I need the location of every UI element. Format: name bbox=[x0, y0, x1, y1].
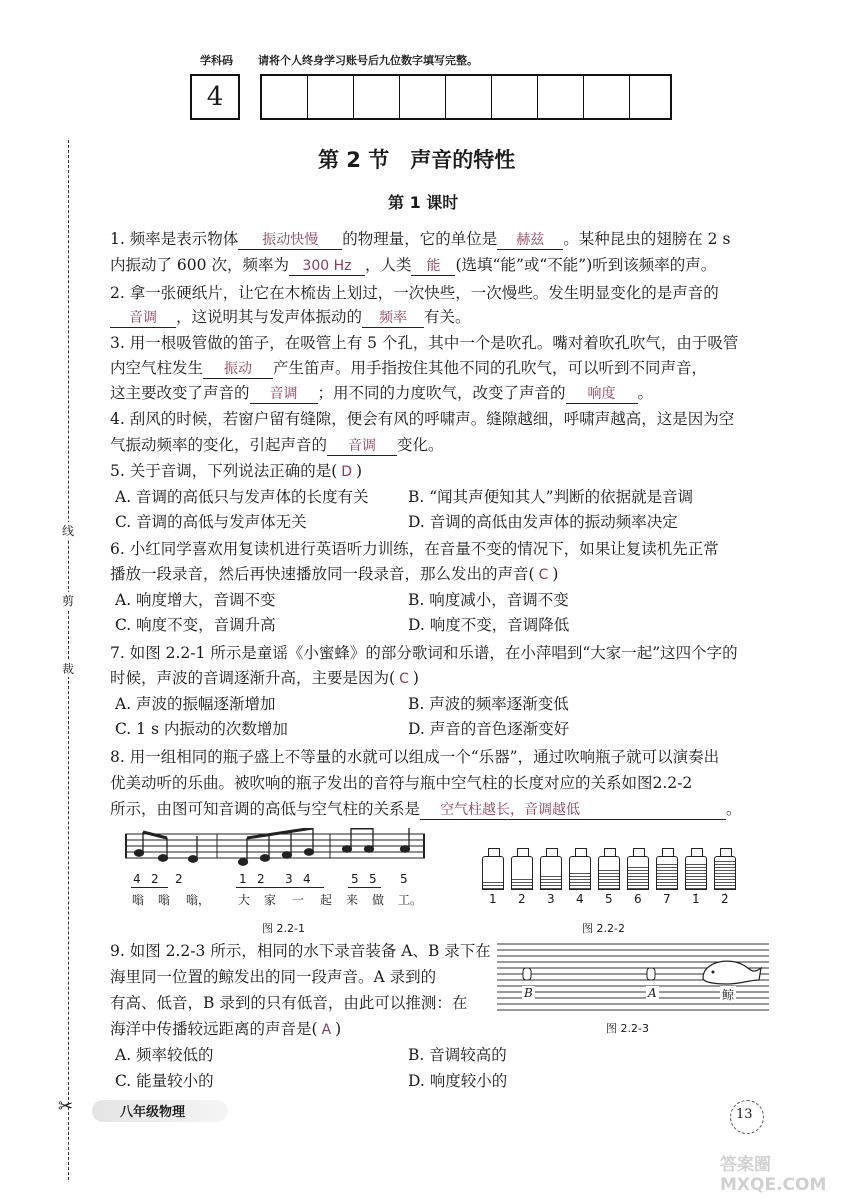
bottle-label: 1̇ bbox=[692, 892, 700, 906]
q7-option-a: A. 声波的振幅逐渐增加 bbox=[115, 695, 276, 713]
q1-line1: 1. 频率是表示物体 振动快慢 的物理量，它的单位是 赫兹 。某种昆虫的翅膀在 2 s bbox=[110, 230, 731, 248]
bottle bbox=[685, 848, 707, 888]
bottle bbox=[656, 848, 678, 888]
book-title: 八年级物理 bbox=[120, 1105, 186, 1120]
lyric-word: 嗡， bbox=[186, 893, 211, 907]
recorder-b-icon bbox=[523, 968, 531, 980]
bottle-label: 4 bbox=[576, 892, 584, 906]
q3-line1: 3. 用一根吸管做的笛子，在吸管上有 5 个孔，其中一个是吹孔。嘴对着吹孔吹气，由于吸管 bbox=[110, 334, 739, 352]
q9-option-d: D. 响度较小的 bbox=[408, 1072, 508, 1090]
q2-answer2[interactable]: 频率 bbox=[362, 309, 424, 328]
note-underline bbox=[236, 887, 324, 888]
q6-answer[interactable]: C bbox=[538, 567, 549, 583]
note-number: 5 bbox=[369, 872, 377, 886]
lyric-word: 起 bbox=[320, 893, 333, 907]
q5-option-c: C. 音调的高低与发声体无关 bbox=[115, 513, 307, 531]
q9-option-c: C. 能量较小的 bbox=[115, 1072, 214, 1090]
lyric-word: 做 bbox=[372, 893, 385, 907]
q9-line3: 有高、低音，B 录到的只有低音，由此可以推测：在 bbox=[110, 994, 468, 1012]
note-number: 2 bbox=[151, 872, 159, 886]
q3-answer3[interactable]: 响度 bbox=[566, 385, 638, 404]
q1-answer4[interactable]: 能 bbox=[411, 257, 455, 276]
q4-answer1[interactable]: 音调 bbox=[327, 437, 397, 456]
q5-option-a: A. 音调的高低只与发声体的长度有关 bbox=[115, 488, 369, 506]
scissors-icon: ✂ bbox=[58, 1096, 74, 1117]
subject-code-value: 4 bbox=[206, 82, 224, 112]
q2-line1: 2. 拿一张硬纸片，让它在木梳齿上划过，一次快些，一次慢些。发生明显变化的是声音的 bbox=[110, 284, 719, 302]
q1-answer1[interactable]: 振动快慢 bbox=[238, 231, 342, 250]
q8-line2: 优美动听的乐曲。被吹响的瓶子发出的音符与瓶中空气柱的长度对应的关系如图2.2-2 bbox=[110, 774, 693, 792]
lyric-word: 嗡 bbox=[132, 893, 145, 907]
q7-answer[interactable]: C bbox=[399, 671, 409, 687]
q9-line2: 海里同一位置的鲸发出的同一段声音。A 录到的 bbox=[110, 968, 437, 986]
bottle bbox=[569, 848, 591, 888]
q6-option-c: C. 响度不变，音调升高 bbox=[115, 616, 276, 634]
bottle-label: 1 bbox=[489, 892, 497, 906]
q9-line4: 海洋中传播较远距离的声音是( A ) bbox=[110, 1020, 342, 1038]
note-number: 4 bbox=[303, 872, 311, 886]
q7-option-c: C. 1 s 内振动的次数增加 bbox=[115, 720, 288, 738]
account-instruction: 请将个人终身学习账号后九位数字填写完整。 bbox=[258, 54, 478, 67]
q3-line2: 内空气柱发生 振动 产生笛声。用手指按住其他不同的孔吹气，可以听到不同声音， bbox=[110, 359, 708, 377]
bottle bbox=[540, 848, 562, 888]
q3-answer1[interactable]: 振动 bbox=[203, 360, 273, 379]
q5-stem: 5. 关于音调，下列说法正确的是( D ) bbox=[110, 462, 363, 480]
cut-mark-cut: 剪 bbox=[62, 594, 75, 608]
note-number: 2 bbox=[257, 872, 265, 886]
bottle-label: 6 bbox=[634, 892, 642, 906]
q7-option-d: D. 声音的音色逐渐变好 bbox=[408, 720, 570, 738]
q6-option-a: A. 响度增大，音调不变 bbox=[115, 591, 276, 609]
q3-answer2[interactable]: 音调 bbox=[250, 385, 318, 404]
lyric-word: 大 bbox=[238, 893, 251, 907]
q6-option-d: D. 响度不变，音调降低 bbox=[408, 616, 570, 634]
note-number: 4 bbox=[133, 872, 141, 886]
q9-line1: 9. 如图 2.2-3 所示，相同的水下录音装备 A、B 录下在 bbox=[110, 942, 491, 960]
q5-option-d: D. 音调的高低由发声体的振动频率决定 bbox=[408, 513, 678, 531]
account-number-boxes[interactable] bbox=[260, 74, 672, 120]
q4-line1: 4. 刮风的时候，若窗户留有缝隙，便会有风的呼啸声。缝隙越细，呼啸声越高，这是因为空 bbox=[110, 410, 735, 428]
lyric-word: 嗡 bbox=[158, 893, 171, 907]
q5-option-b: B. “闻其声便知其人”判断的依据就是音调 bbox=[408, 488, 694, 506]
q1-line2: 内振动了 600 次，频率为 300 Hz ，人类 能 (选填“能”或“不能”)听到该频率的声。 bbox=[110, 256, 717, 274]
q3-line3: 这主要改变了声音的 音调 ；用不同的力度吹气，改变了声音的 响度 。 bbox=[110, 384, 654, 402]
note-number: 2 bbox=[175, 872, 183, 886]
figure-2-2-3-label-b: B bbox=[524, 986, 533, 1000]
q8-answer[interactable]: 空气柱越长，音调越低 bbox=[420, 801, 726, 820]
q6-line1: 6. 小红同学喜欢用复读机进行英语听力训练，在音量不变的情况下，如果让复读机先正常 bbox=[110, 540, 719, 558]
q8-line3: 所示，由图可知音调的高低与空气柱的关系是 空气柱越长，音调越低 。 bbox=[110, 800, 742, 818]
q9-answer[interactable]: A bbox=[321, 1022, 332, 1038]
note-underline bbox=[131, 887, 168, 888]
lyric-word: 来 bbox=[346, 893, 359, 907]
q7-option-b: B. 声波的频率逐渐变低 bbox=[408, 695, 569, 713]
subject-code-box bbox=[190, 74, 240, 120]
bottle-label: 2 bbox=[518, 892, 526, 906]
page-number: 13 bbox=[736, 1107, 753, 1122]
lesson-title: 第 1 课时 bbox=[388, 193, 459, 212]
q2-line2: 音调 ，这说明其与发声体振动的 频率 有关。 bbox=[110, 306, 471, 328]
note-number: 5 bbox=[351, 872, 359, 886]
bottle-label: 2̇ bbox=[721, 892, 729, 906]
q4-line2: 气振动频率的变化，引起声音的 音调 变化。 bbox=[110, 436, 444, 454]
bottle-label: 7 bbox=[663, 892, 671, 906]
subject-code-label: 学科码 bbox=[200, 54, 233, 67]
q8-line1: 8. 用一组相同的瓶子盛上不等量的水就可以组成一个“乐器”，通过吹响瓶子就可以演奏出 bbox=[110, 748, 720, 766]
q6-line2: 播放一段录音，然后再快速播放同一段录音，那么发出的声音( C ) bbox=[110, 565, 559, 583]
note-number: 5 bbox=[400, 872, 408, 886]
lyric-word: 工。 bbox=[398, 893, 423, 907]
bottle-label: 5 bbox=[605, 892, 613, 906]
cut-mark-trim: 裁 bbox=[62, 662, 75, 676]
q9-option-b: B. 音调较高的 bbox=[408, 1046, 507, 1064]
figure-2-2-3-label-a: A bbox=[648, 986, 657, 1000]
bottle bbox=[482, 848, 504, 888]
watermark: 答案圈 MXQE.COM bbox=[720, 1155, 827, 1195]
recorder-a-icon bbox=[647, 968, 655, 980]
q1-answer3[interactable]: 300 Hz bbox=[289, 257, 365, 276]
bottle bbox=[598, 848, 620, 888]
note-underline bbox=[348, 887, 381, 888]
q2-answer1[interactable]: 音调 bbox=[110, 309, 176, 328]
note-number: 1 bbox=[239, 872, 247, 886]
bottle bbox=[714, 848, 736, 888]
figure-2-2-1-staff bbox=[125, 828, 435, 870]
cut-mark-line: 线 bbox=[62, 524, 75, 538]
q9-option-a: A. 频率较低的 bbox=[115, 1046, 214, 1064]
lyric-word: 一 bbox=[292, 893, 305, 907]
figure-2-2-2-caption: 图 2.2-2 bbox=[582, 922, 625, 935]
figure-2-2-3-label-whale: 鲸 bbox=[722, 988, 735, 1002]
bottle bbox=[511, 848, 533, 888]
bottle bbox=[627, 848, 649, 888]
bottle-label: 3 bbox=[547, 892, 555, 906]
q7-line1: 7. 如图 2.2-1 所示是童谣《小蜜蜂》的部分歌词和乐谱，在小萍唱到“大家一起”这四个字的 bbox=[110, 644, 738, 662]
note-number: 3 bbox=[285, 872, 293, 886]
q1-answer2[interactable]: 赫兹 bbox=[497, 231, 563, 250]
q7-line2: 时候，声波的音调逐渐升高，主要是因为( C ) bbox=[110, 669, 419, 687]
lyric-word: 家 bbox=[264, 893, 277, 907]
q6-option-b: B. 响度减小，音调不变 bbox=[408, 591, 569, 609]
figure-2-2-3-caption: 图 2.2-3 bbox=[606, 1022, 649, 1035]
section-title: 第 2 节 声音的特性 bbox=[318, 148, 516, 172]
figure-2-2-1-caption: 图 2.2-1 bbox=[262, 922, 305, 935]
q5-answer[interactable]: D bbox=[341, 464, 353, 480]
